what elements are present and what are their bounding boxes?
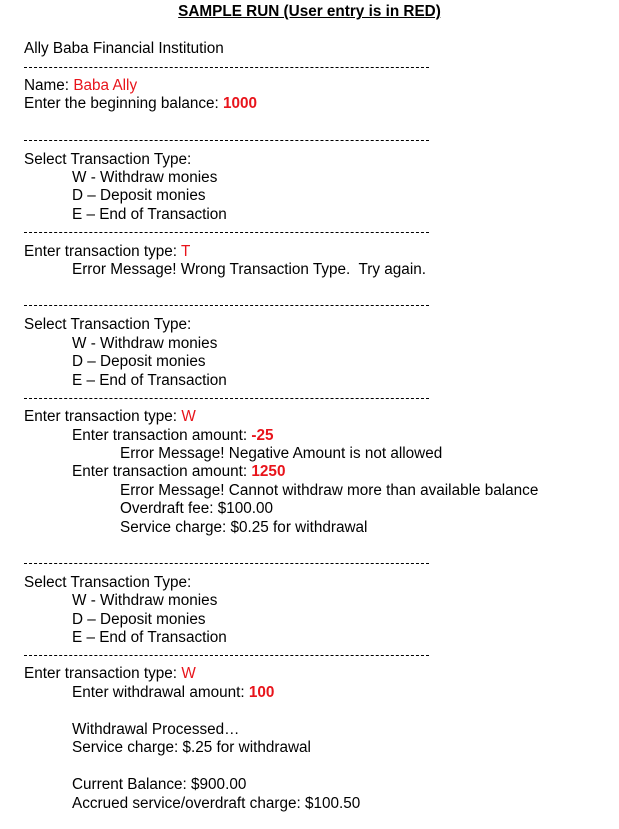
- txn2-overdraft: Overdraft fee: $100.00: [120, 500, 274, 517]
- current-balance: Current Balance: $900.00: [72, 776, 247, 793]
- type-label: Enter transaction type:: [24, 408, 182, 425]
- menu-option-end: E – End of Transaction: [72, 372, 227, 389]
- institution-name: Ally Baba Financial Institution: [24, 40, 224, 57]
- divider: [24, 140, 429, 141]
- txn2-type-line: [24, 408, 196, 426]
- txn2-amount2-entry: 1250: [251, 463, 286, 480]
- txn1-type-entry: T: [181, 243, 191, 260]
- amount-label: Enter withdrawal amount:: [72, 684, 249, 701]
- amount-label: Enter transaction amount:: [72, 463, 252, 480]
- txn3-type-entry: W: [181, 665, 196, 682]
- divider: [24, 232, 429, 233]
- menu-heading: Select Transaction Type:: [24, 151, 192, 168]
- amount-label: Enter transaction amount:: [72, 427, 252, 444]
- menu-option-withdraw: W - Withdraw monies: [72, 592, 218, 609]
- menu-option-end: E – End of Transaction: [72, 206, 227, 223]
- name-line: [24, 77, 137, 95]
- accrued-charge: Accrued service/overdraft charge: $100.50: [72, 795, 361, 812]
- divider: [24, 305, 429, 306]
- txn2-amount1-entry: -25: [251, 427, 274, 444]
- menu-option-withdraw: W - Withdraw monies: [72, 169, 218, 186]
- name-entry: Baba Ally: [73, 77, 138, 94]
- balance-label: Enter the beginning balance:: [24, 95, 224, 112]
- txn2-type-entry: W: [181, 408, 196, 425]
- divider: [24, 67, 429, 68]
- menu-option-deposit: D – Deposit monies: [72, 187, 206, 204]
- txn3-amount-entry: 100: [248, 684, 275, 701]
- page-title: SAMPLE RUN (User entry is in RED): [178, 3, 441, 20]
- menu-option-end: E – End of Transaction: [72, 629, 227, 646]
- txn2-amount-line-2: [72, 463, 285, 481]
- menu-heading: Select Transaction Type:: [24, 316, 192, 333]
- menu-option-deposit: D – Deposit monies: [72, 611, 206, 628]
- menu-heading: Select Transaction Type:: [24, 574, 192, 591]
- txn3-type-line: [24, 665, 196, 683]
- type-label: Enter transaction type:: [24, 243, 182, 260]
- txn2-error-2: Error Message! Cannot withdraw more than available balance: [120, 482, 539, 499]
- balance-line: [24, 95, 257, 113]
- divider: [24, 563, 429, 564]
- txn1-error: Error Message! Wrong Transaction Type. Try again.: [72, 261, 426, 278]
- txn1-type-line: [24, 243, 190, 261]
- name-label: Name:: [24, 77, 74, 94]
- divider: [24, 655, 429, 656]
- txn2-error-1: Error Message! Negative Amount is not allowed: [120, 445, 443, 462]
- menu-option-deposit: D – Deposit monies: [72, 353, 206, 370]
- menu-option-withdraw: W - Withdraw monies: [72, 335, 218, 352]
- txn3-service: Service charge: $.25 for withdrawal: [72, 739, 311, 756]
- txn2-amount-line-1: [72, 427, 274, 445]
- divider: [24, 398, 429, 399]
- txn3-processed: Withdrawal Processed…: [72, 721, 240, 738]
- txn2-service: Service charge: $0.25 for withdrawal: [120, 519, 368, 536]
- balance-entry: 1000: [223, 95, 258, 112]
- type-label: Enter transaction type:: [24, 665, 182, 682]
- txn3-amount-line: [72, 684, 274, 702]
